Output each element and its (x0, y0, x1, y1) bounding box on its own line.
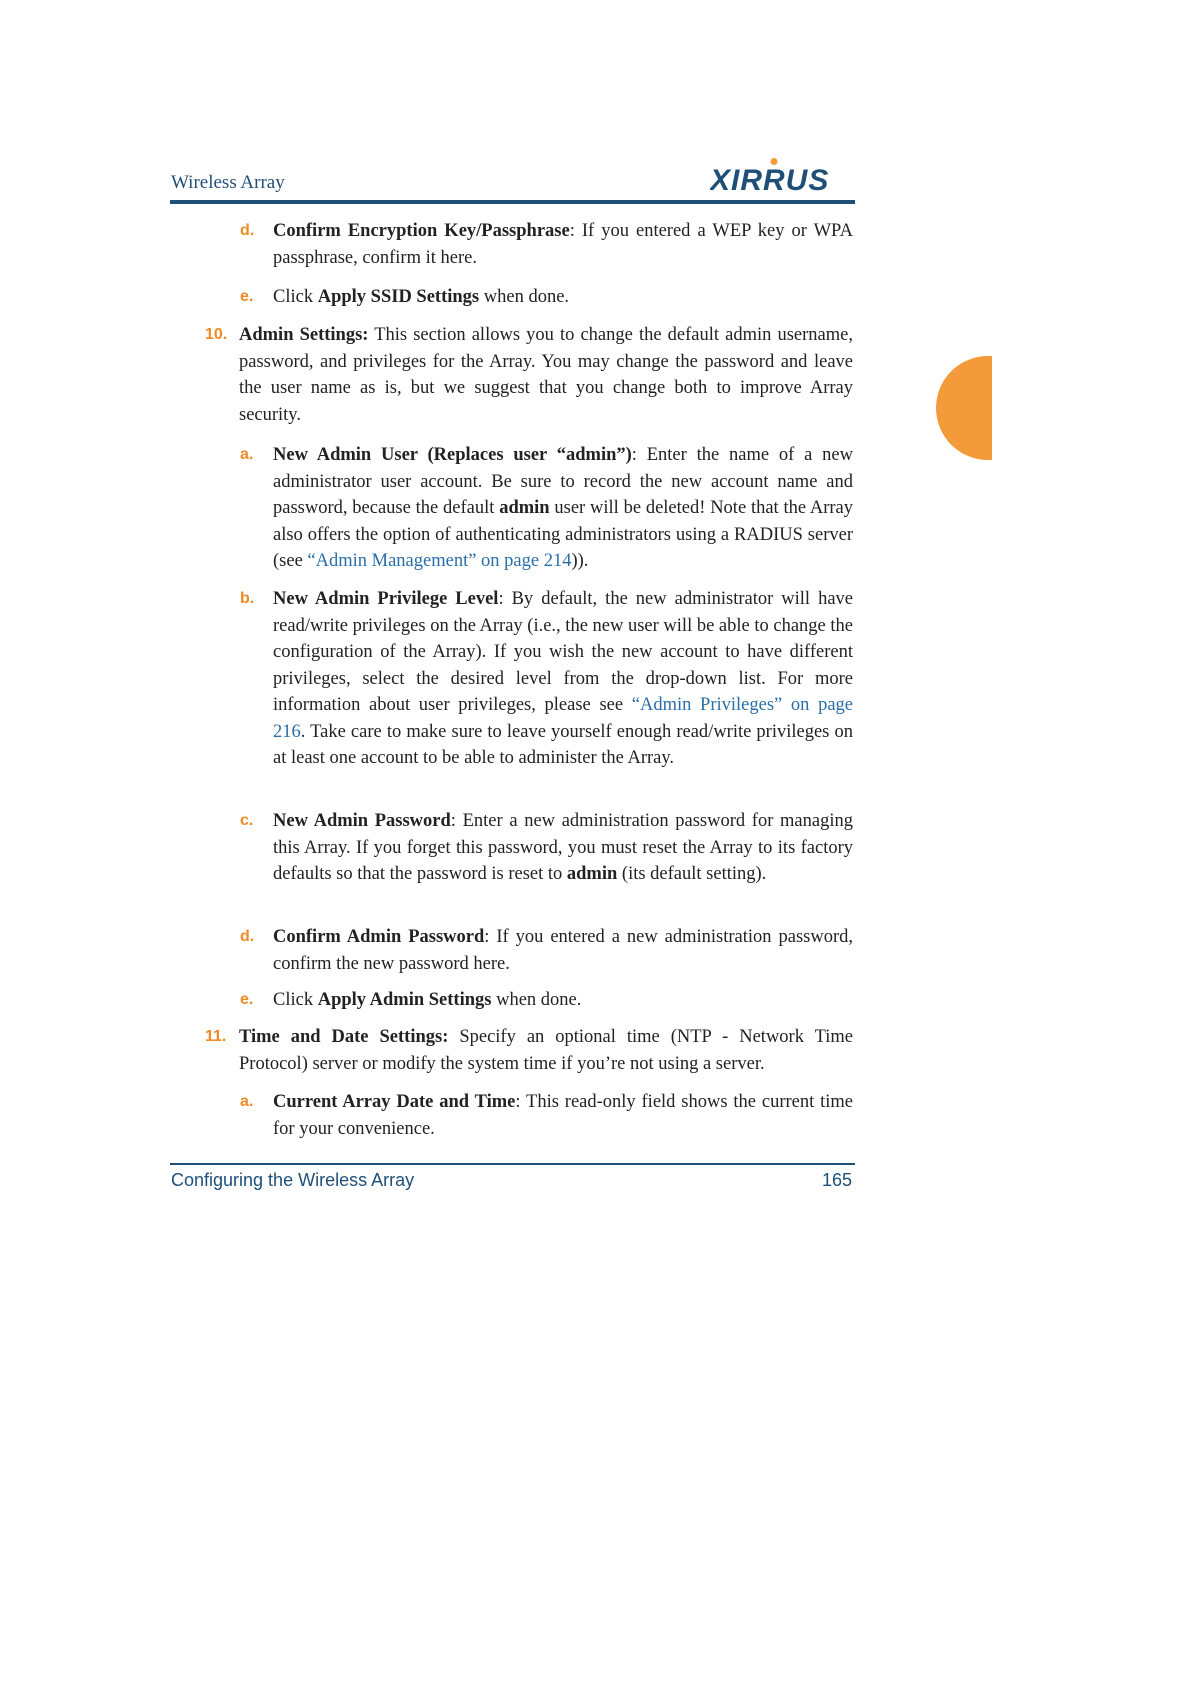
item-text: : By default, the new administrator will have read/write privileges on the Array (i.e., the new user will be able to change the configuration of the Array). If you wish the new account to have different privileges, select the desired level from the drop-down list. For more information about user privileges, please see (273, 589, 853, 715)
step-marker: 10. (205, 326, 228, 343)
header-rule (170, 200, 855, 204)
item-text: : Enter the name of a new administrator user account. Be sure to record the new account name and password, because the default (273, 445, 853, 518)
item-text: : If you entered a WEP key or WPA passphrase, confirm it here. (273, 221, 854, 268)
step-marker: 11. (205, 1028, 227, 1045)
item-text: when done. (491, 990, 582, 1010)
item-term: Apply Admin Settings (317, 990, 492, 1010)
item-text: when done. (479, 287, 570, 307)
item-text: Click (273, 287, 318, 307)
item-term: admin (499, 498, 550, 518)
section-tab (936, 356, 992, 460)
item-term: Confirm Encryption Key/Passphrase (273, 221, 570, 241)
list-item (273, 442, 853, 575)
item-text: Click (273, 990, 318, 1010)
item-term: Apply SSID Settings (317, 287, 480, 307)
list-item (273, 284, 853, 311)
list-marker: d. (240, 222, 255, 239)
item-text: : If you entered a new administration password, confirm the new password here. (273, 927, 853, 974)
item-text: user will be deleted! Note that the Array also offers the option of authenticating administrators using a RADIUS server (see (273, 498, 854, 571)
item-text: This section allows you to change the default admin username, password, and privileges for the Array. You may change the password and leave the user name as is, but we suggest that you change both to improve Array security. (239, 325, 853, 425)
footer-rule (170, 1163, 855, 1165)
list-item (273, 218, 853, 271)
cross-reference-link[interactable]: “Admin Privileges” on page 216 (273, 695, 854, 742)
item-term: New Admin Privilege Level (273, 589, 499, 609)
list-marker: c. (240, 812, 254, 829)
running-footer-title: Configuring the Wireless Array (171, 1170, 415, 1190)
item-text: : This read-only field shows the current time for your convenience. (273, 1092, 854, 1139)
list-marker: b. (240, 590, 255, 607)
list-marker: d. (240, 928, 255, 945)
svg-text:XIRRUS: XIRRUS (710, 164, 830, 194)
list-item (273, 924, 853, 977)
item-text: Specify an optional time (NTP - Network Time Protocol) server or modify the system time if you’re not using a server. (239, 1027, 854, 1074)
item-term: New Admin User (Replaces user “admin”) (273, 445, 632, 465)
list-marker: a. (240, 1093, 254, 1110)
list-item (273, 586, 853, 772)
list-item (273, 987, 853, 1014)
item-text: )). (571, 551, 589, 571)
list-marker: e. (240, 288, 254, 305)
item-text: (its default setting). (617, 864, 767, 884)
list-item (273, 1089, 853, 1142)
list-item (273, 808, 853, 888)
step-item (239, 322, 853, 428)
cross-reference-link[interactable]: “Admin Management” on page 214 (307, 551, 572, 571)
item-text: : Enter a new administration password for managing this Array. If you forget this password, you must reset the Array to its factory defaults so that the password is reset to (273, 811, 853, 884)
list-marker: e. (240, 991, 254, 1008)
item-term: Confirm Admin Password (273, 927, 485, 947)
item-text: . Take care to make sure to leave yourself enough read/write privileges on at least one account to be able to administer the Array. (273, 721, 853, 768)
item-term: Admin Settings: (239, 325, 369, 345)
item-term: Current Array Date and Time (273, 1092, 516, 1112)
xirrus-logo (710, 158, 850, 194)
page-number: 165 (821, 1170, 852, 1190)
item-term: New Admin Password (273, 811, 451, 831)
list-marker: a. (240, 446, 254, 463)
item-term: Time and Date Settings: (239, 1027, 449, 1047)
running-header-title: Wireless Array (171, 172, 285, 193)
step-item (239, 1024, 853, 1077)
item-term: admin (566, 864, 618, 884)
